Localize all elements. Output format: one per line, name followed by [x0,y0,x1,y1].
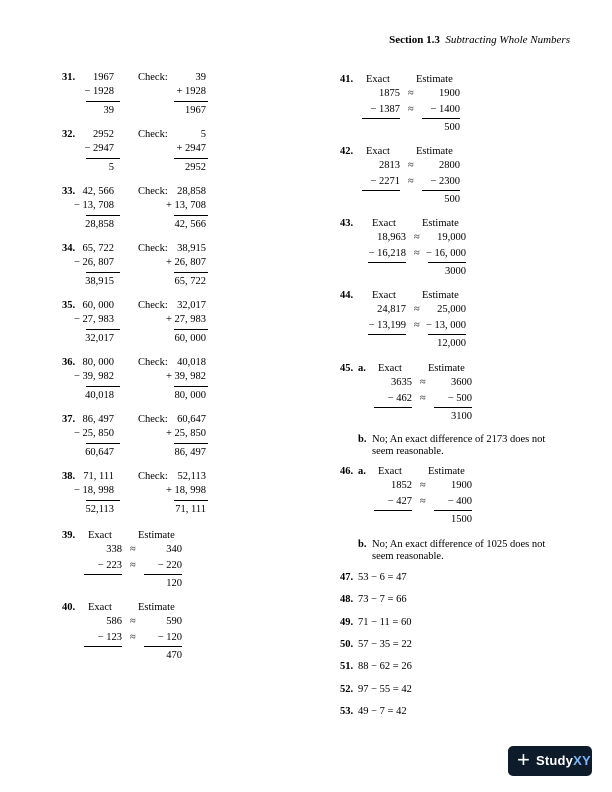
estimate-result: 120 [166,578,182,589]
estimate-bottom: − 13, 000 [425,320,466,331]
problem-38 [62,471,232,531]
exact-rule [374,407,412,408]
check-addend-2: + 27, 983 [165,314,206,325]
estimate-rule [428,262,466,263]
estimate-label: Estimate [428,466,465,477]
problem-number: 37. [62,414,76,425]
difference: 28,858 [85,219,114,230]
check-addend: 28,858 [177,186,206,197]
problem-number: 51. [340,661,354,672]
problem-number: 34. [62,243,76,254]
sum-rule [174,101,208,102]
approx-sign: ≈ [408,104,414,115]
estimate-result: 3100 [451,411,472,422]
approx-sign: ≈ [414,320,420,331]
check-label: Check: [138,243,168,254]
badge-study-text: Study [536,753,574,768]
approx-sign: ≈ [414,232,420,243]
exact-rule [368,262,406,263]
estimate-bottom: − 120 [157,632,182,643]
difference: 38,915 [85,276,114,287]
difference-rule [86,215,120,216]
estimate-rule [422,190,460,191]
sum-rule [174,329,208,330]
estimate-label: Estimate [416,146,453,157]
estimate-rule [434,407,472,408]
sum-rule [174,386,208,387]
check-sum: 1967 [185,105,206,116]
approx-sign: ≈ [130,560,136,571]
equation-answer: 71 − 11 = 60 [358,617,412,628]
problem-number: 48. [340,594,354,605]
exact-bottom: − 123 [97,632,122,643]
exact-top: 338 [106,544,122,555]
check-addend: 60,647 [177,414,206,425]
check-addend: 5 [200,129,206,140]
problem-31 [62,72,232,132]
problem-number: 53. [340,706,354,717]
exact-bottom: − 1387 [370,104,400,115]
problem-36 [62,357,232,417]
exact-rule [368,334,406,335]
estimate-top: 25,000 [437,304,466,315]
problem-37 [62,414,232,474]
exact-label: Exact [366,74,390,85]
minuend: 1967 [93,72,114,83]
part-a-label: a. [358,466,366,477]
exact-rule [374,510,412,511]
check-sum: 42, 566 [174,219,206,230]
problem-number: 39. [62,530,76,541]
check-addend: 39 [195,72,206,83]
exact-rule [362,118,400,119]
estimate-top: 1900 [439,88,460,99]
exact-label: Exact [88,602,112,613]
exact-bottom: − 462 [387,393,412,404]
exact-bottom: − 2271 [370,176,400,187]
problem-40 [62,602,282,662]
exact-bottom: − 223 [97,560,122,571]
exact-label: Exact [88,530,112,541]
problem-number: 35. [62,300,76,311]
exact-label: Exact [366,146,390,157]
subtrahend: − 26, 807 [73,257,114,268]
estimate-bottom: − 500 [447,393,472,404]
check-label: Check: [138,72,168,83]
approx-sign: ≈ [408,160,414,171]
difference-rule [86,443,120,444]
difference: 5 [108,162,114,173]
estimate-bottom: − 16, 000 [425,248,466,259]
problem-39 [62,530,282,590]
sum-rule [174,215,208,216]
exact-label: Exact [372,218,396,229]
check-sum: 71, 111 [175,504,206,515]
check-addend: 40,018 [177,357,206,368]
problem-34 [62,243,232,303]
exact-bottom: − 13,199 [368,320,406,331]
estimate-top: 19,000 [437,232,466,243]
subtrahend: − 39, 982 [73,371,114,382]
section-title: Subtracting Whole Numbers [445,34,570,46]
problem-number: 50. [340,639,354,650]
part-b-label: b. [358,539,367,550]
part-b-answer: No; An exact difference of 2173 does not seem reasonable. [372,434,546,457]
difference-rule [86,500,120,501]
exact-label: Exact [378,363,402,374]
problem-43 [340,218,560,278]
estimate-bottom: − 400 [447,496,472,507]
estimate-result: 3000 [445,266,466,277]
problem-45 [340,363,560,457]
estimate-bottom: − 1400 [430,104,460,115]
exact-top: 18,963 [377,232,406,243]
problem-46 [340,466,560,562]
problem-number: 32. [62,129,76,140]
section-number: Section 1.3 [389,34,440,46]
estimate-result: 1500 [451,514,472,525]
problem-number: 45. [340,363,354,374]
approx-sign: ≈ [414,304,420,315]
check-label: Check: [138,414,168,425]
difference: 60,647 [85,447,114,458]
equation-answer: 88 − 62 = 26 [358,661,412,672]
estimate-rule [428,334,466,335]
difference-rule [86,101,120,102]
check-sum: 60, 000 [174,333,206,344]
estimate-top: 340 [166,544,182,555]
part-b-answer: No; An exact difference of 1025 does not seem reasonable. [372,539,546,562]
check-sum: 2952 [185,162,206,173]
estimate-rule [144,646,182,647]
exact-rule [84,646,122,647]
check-addend: 38,915 [177,243,206,254]
check-addend-2: + 2947 [176,143,206,154]
problem-number: 41. [340,74,354,85]
equation-answer: 53 − 6 = 47 [358,572,407,583]
check-addend: 52,113 [177,471,206,482]
approx-sign: ≈ [408,88,414,99]
subtrahend: − 18, 998 [73,485,114,496]
check-sum: 65, 722 [174,276,206,287]
equation-answer: 49 − 7 = 42 [358,706,407,717]
sum-rule [174,443,208,444]
difference-rule [86,272,120,273]
estimate-label: Estimate [422,290,459,301]
approx-sign: ≈ [130,632,136,643]
minuend: 42, 566 [82,186,114,197]
exact-bottom: − 427 [387,496,412,507]
check-addend-2: + 25, 850 [165,428,206,439]
plus-icon: + [517,747,530,772]
estimate-label: Estimate [422,218,459,229]
problem-number: 40. [62,602,76,613]
problem-42 [340,146,560,206]
problem-number: 42. [340,146,354,157]
subtrahend: − 27, 983 [73,314,114,325]
problem-41 [340,74,560,134]
exact-top: 24,817 [377,304,406,315]
check-label: Check: [138,357,168,368]
subtrahend: − 25, 850 [73,428,114,439]
problem-number: 52. [340,684,354,695]
problem-32 [62,129,232,189]
badge-wordmark [536,753,591,768]
approx-sign: ≈ [420,377,426,388]
subtrahend: − 13, 708 [73,200,114,211]
estimate-rule [144,574,182,575]
approx-sign: ≈ [130,544,136,555]
approx-sign: ≈ [420,393,426,404]
equation-answer: 97 − 55 = 42 [358,684,412,695]
estimate-rule [422,118,460,119]
minuend: 2952 [93,129,114,140]
estimate-label: Estimate [416,74,453,85]
problem-number: 47. [340,572,354,583]
problem-number: 49. [340,617,354,628]
minuend: 71, 111 [83,471,114,482]
estimate-bottom: − 2300 [430,176,460,187]
estimate-top: 590 [166,616,182,627]
part-a-label: a. [358,363,366,374]
minuend: 65, 722 [82,243,114,254]
estimate-top: 1900 [451,480,472,491]
sum-rule [174,500,208,501]
problem-number: 33. [62,186,76,197]
problem-number: 31. [62,72,76,83]
difference: 40,018 [85,390,114,401]
exact-top: 586 [106,616,122,627]
check-sum: 80, 000 [174,390,206,401]
problem-number: 44. [340,290,354,301]
sum-rule [174,158,208,159]
exact-top: 2813 [379,160,400,171]
subtrahend: − 2947 [84,143,114,154]
estimate-top: 2800 [439,160,460,171]
estimate-result: 470 [166,650,182,661]
check-addend-2: + 13, 708 [165,200,206,211]
estimate-result: 500 [444,194,460,205]
estimate-label: Estimate [138,530,175,541]
approx-sign: ≈ [130,616,136,627]
problem-35 [62,300,232,360]
problem-number: 36. [62,357,76,368]
estimate-result: 12,000 [437,338,466,349]
exact-rule [84,574,122,575]
estimate-bottom: − 220 [157,560,182,571]
approx-sign: ≈ [420,480,426,491]
estimate-rule [434,510,472,511]
check-addend-2: + 39, 982 [165,371,206,382]
difference: 52,113 [85,504,114,515]
problem-number: 46. [340,466,354,477]
exact-label: Exact [372,290,396,301]
difference: 32,017 [85,333,114,344]
equation-answer: 73 − 7 = 66 [358,594,407,605]
exact-top: 1875 [379,88,400,99]
problem-number: 38. [62,471,76,482]
problem-number: 43. [340,218,354,229]
approx-sign: ≈ [414,248,420,259]
exact-top: 3635 [391,377,412,388]
badge-xy-text: XY [573,753,591,768]
studyxy-logo-badge[interactable] [508,746,592,776]
exact-rule [362,190,400,191]
difference-rule [86,329,120,330]
minuend: 80, 000 [82,357,114,368]
approx-sign: ≈ [420,496,426,507]
check-addend: 32,017 [177,300,206,311]
difference-rule [86,158,120,159]
approx-sign: ≈ [408,176,414,187]
equation-answer: 57 − 35 = 22 [358,639,412,650]
check-sum: 86, 497 [174,447,206,458]
estimate-label: Estimate [138,602,175,613]
check-label: Check: [138,129,168,140]
estimate-top: 3600 [451,377,472,388]
check-label: Check: [138,471,168,482]
check-label: Check: [138,186,168,197]
part-b-label: b. [358,434,367,445]
exact-top: 1852 [391,480,412,491]
estimate-result: 500 [444,122,460,133]
difference: 39 [103,105,114,116]
page-header [389,34,570,46]
exact-label: Exact [378,466,402,477]
check-label: Check: [138,300,168,311]
problem-33 [62,186,232,246]
difference-rule [86,386,120,387]
exact-bottom: − 16,218 [368,248,406,259]
sum-rule [174,272,208,273]
check-addend-2: + 26, 807 [165,257,206,268]
check-addend-2: + 18, 998 [165,485,206,496]
check-addend-2: + 1928 [176,86,206,97]
minuend: 86, 497 [82,414,114,425]
minuend: 60, 000 [82,300,114,311]
subtrahend: − 1928 [84,86,114,97]
problem-44 [340,290,560,350]
estimate-label: Estimate [428,363,465,374]
